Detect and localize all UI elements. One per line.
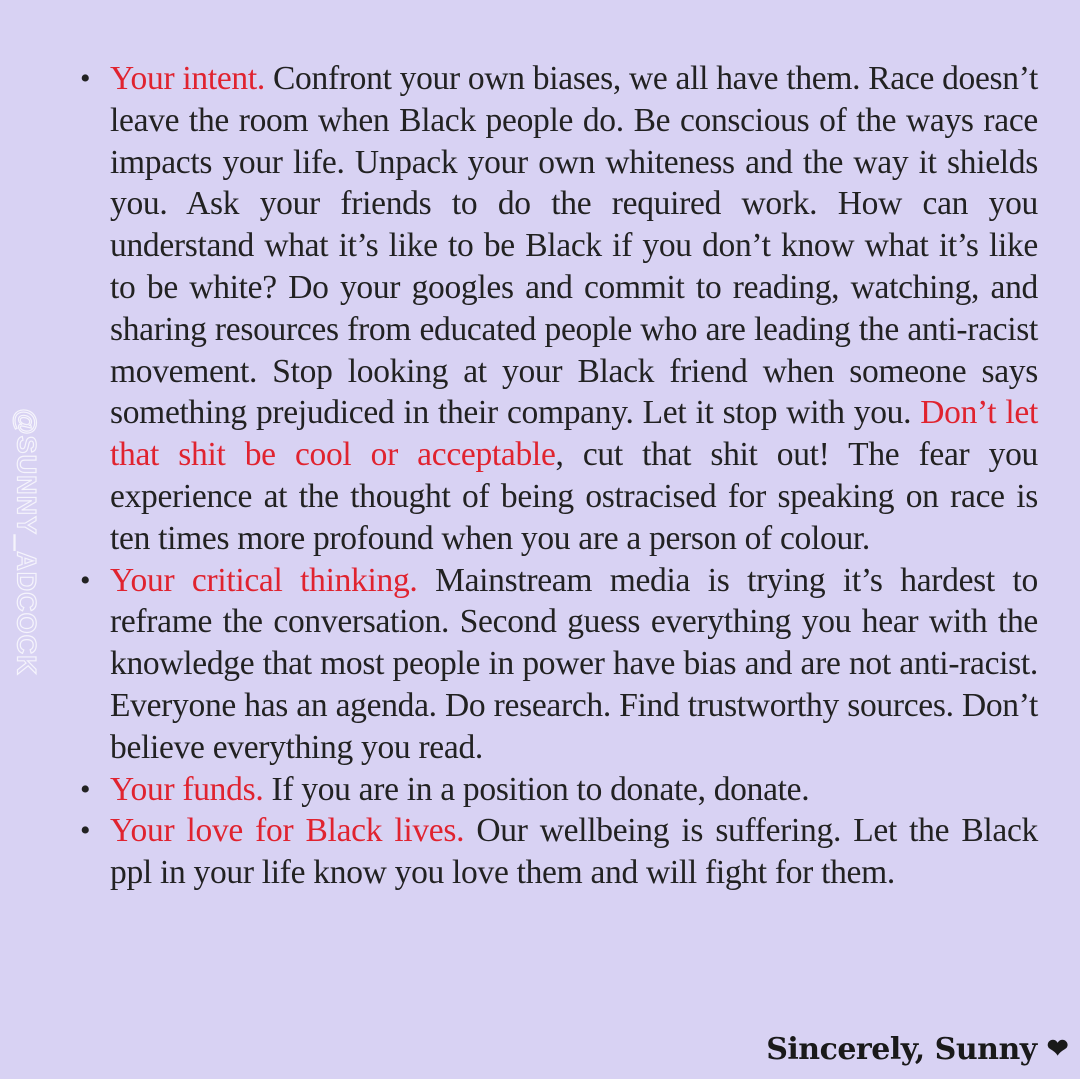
bullet-icon: • (80, 62, 91, 95)
list-item-intent (78, 58, 1038, 560)
item-text: Confront your own biases, we all have them. Race doesn’t leave the room when Black people do. Be conscious of the ways race impacts your life. Unpack your own whiteness and the way it shields you. Ask your friends to do the required work. How can you understand what it’s like to be Black if you don’t know what it’s like to be white? Do your googles and commit to reading, watching, and sharing resources from educated people who are leading the anti-racist movement. Stop looking at your Black friend when someone says something prejudiced in their company. Let it stop with you. (110, 60, 1038, 432)
bullet-icon: • (80, 563, 91, 597)
list-item-funds (78, 769, 1038, 811)
bullet-icon: • (80, 814, 91, 848)
watermark-container (6, 352, 46, 732)
item-heading: Your critical thinking. (110, 561, 418, 599)
item-heading: Your intent. (110, 60, 265, 97)
item-heading: Your funds. (110, 770, 264, 808)
bullet-list (78, 58, 1038, 894)
list-item-critical-thinking (78, 560, 1038, 769)
bullet-icon: • (80, 772, 91, 806)
heart-icon: ❤ (1046, 1034, 1068, 1064)
list-item-love (78, 810, 1038, 894)
item-text: Mainstream media is trying it’s hardest to reframe the conversation. Second guess everything you hear with the knowledge that most people in power have bias and are not anti-racist. Everyone has an agenda. Do research. Find trustworthy sources. Don’t believe everything you read. (110, 561, 1038, 766)
signoff (766, 1032, 1068, 1067)
item-text-continued: , cut that shit out! The fear you experience at the thought of being ostracised for speaking on race is ten times more profound when you are a person of colour. (110, 436, 1038, 557)
signoff-text: Sincerely, Sunny (766, 1032, 1037, 1067)
item-text: Our wellbeing is suffering. Let the Black ppl in your life know you love them and will fight for them. (110, 812, 1039, 892)
item-heading: Your love for Black lives. (110, 812, 465, 850)
watermark-handle: @SUNNY_ADCOCK (11, 408, 42, 676)
item-text: If you are in a position to donate, donate. (263, 770, 810, 808)
item-highlight: Don’t let that shit be cool or acceptable (110, 394, 1038, 474)
